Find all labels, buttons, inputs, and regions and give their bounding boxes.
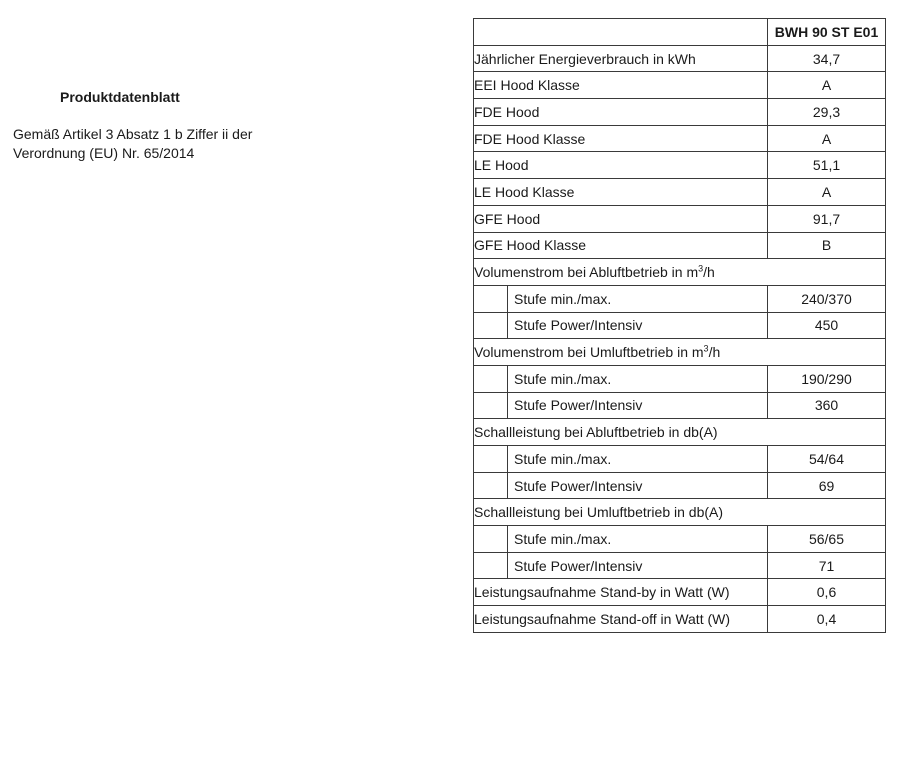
table-row [474,606,886,633]
table-row [474,205,886,232]
section-heading [474,339,886,366]
page-title: Produktdatenblatt [60,89,180,105]
section-heading [474,499,886,526]
indent-cell [474,392,508,419]
table-row [474,552,886,579]
row-value: B [768,232,886,259]
section-heading [474,419,886,446]
table-row [474,125,886,152]
table-row [474,365,886,392]
model-name: BWH 90 ST E01 [768,19,886,46]
indent-cell [474,365,508,392]
row-label: LE Hood Klasse [474,179,768,206]
section-heading-unit: /h [708,344,721,361]
table-row [474,579,886,606]
indent-cell [474,552,508,579]
table-row [474,99,886,126]
row-value: 450 [768,312,886,339]
table-row [474,179,886,206]
table-row [474,446,886,473]
row-label: Stufe Power/Intensiv [508,312,768,339]
section-heading-text: Volumenstrom bei Umluftbetrieb in m [474,344,704,361]
row-value: 51,1 [768,152,886,179]
row-value: A [768,125,886,152]
regulation-subtitle: Gemäß Artikel 3 Absatz 1 b Ziffer ii der Verordnung (EU) Nr. 65/2014 [13,126,253,161]
row-value: 360 [768,392,886,419]
row-label: Stufe min./max. [508,285,768,312]
row-label: Stufe Power/Intensiv [508,552,768,579]
row-label: EEI Hood Klasse [474,72,768,99]
table-row [474,45,886,72]
section-heading-unit: /h [703,264,715,281]
row-value: A [768,72,886,99]
row-value: 190/290 [768,365,886,392]
table-header-row [474,19,886,46]
row-value: A [768,179,886,206]
row-label: Leistungsaufnahme Stand-off in Watt (W) [474,606,768,633]
row-label: LE Hood [474,152,768,179]
superscript: 3 [703,343,709,354]
section-heading-text: Volumenstrom bei Abluftbetrieb in m [474,264,699,281]
superscript: 3 [698,263,704,274]
section-header-row [474,499,886,526]
row-value: 69 [768,472,886,499]
row-label: Stufe Power/Intensiv [508,392,768,419]
row-value: 240/370 [768,285,886,312]
indent-cell [474,526,508,553]
row-value: 54/64 [768,446,886,473]
table-row [474,312,886,339]
indent-cell [474,446,508,473]
section-heading-text: Schallleistung bei Abluftbetrieb in db(A) [474,424,718,441]
row-label: Leistungsaufnahme Stand-by in Watt (W) [474,579,768,606]
table-row [474,232,886,259]
row-value: 0,6 [768,579,886,606]
header-empty-cell [474,19,768,46]
table-row [474,472,886,499]
table-row [474,152,886,179]
section-header-row [474,259,886,286]
row-label: Stufe min./max. [508,526,768,553]
row-value: 29,3 [768,99,886,126]
row-label: GFE Hood [474,205,768,232]
row-value: 71 [768,552,886,579]
table-row [474,392,886,419]
table-row [474,285,886,312]
indent-cell [474,312,508,339]
row-label: Stufe min./max. [508,446,768,473]
row-label: FDE Hood [474,99,768,126]
section-header-row [474,339,886,366]
row-value: 34,7 [768,45,886,72]
section-heading [474,259,886,286]
indent-cell [474,472,508,499]
section-heading-text: Schallleistung bei Umluftbetrieb in db(A) [474,504,724,521]
row-label: GFE Hood Klasse [474,232,768,259]
product-data-table [473,18,886,633]
row-value: 56/65 [768,526,886,553]
table-row [474,72,886,99]
table-row [474,526,886,553]
section-header-row [474,419,886,446]
row-label: Jährlicher Energieverbrauch in kWh [474,45,768,72]
row-label: Stufe Power/Intensiv [508,472,768,499]
row-value: 91,7 [768,205,886,232]
row-value: 0,4 [768,606,886,633]
indent-cell [474,285,508,312]
row-label: FDE Hood Klasse [474,125,768,152]
row-label: Stufe min./max. [508,365,768,392]
